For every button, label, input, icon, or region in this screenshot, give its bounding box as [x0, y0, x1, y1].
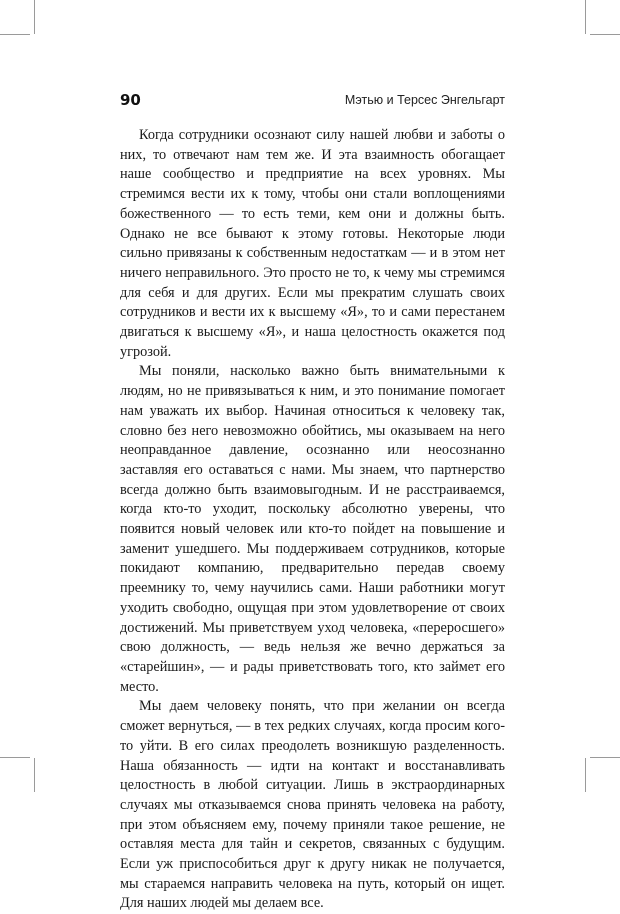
paragraph: Когда сотрудники осознают силу нашей любви и заботы о них, то отвечают нам тем же. И эта взаимность обогащает наше сообщество и предприятие на всех уровнях. Мы стремимся вести их к тому, чтобы они стали воплощениями божественного — то есть теми, кем они и должны быть. Однако не все бывают к этому готовы. Некоторые люди сильно привязаны к собственным недостаткам — и в этом нет ничего неправильного. Это просто не то, к чему мы стремимся для себя и для других. Если мы прекратим слушать своих сотрудников и вести их к высшему «Я», то и сами перестанем двигаться к высшему «Я», и наша целостность окажется под угрозой.	[120, 127, 505, 360]
crop-mark	[590, 34, 620, 35]
crop-mark	[0, 757, 30, 758]
paragraph: Мы поняли, насколько важно быть внимательными к людям, но не привязываться к ним, и это понимание помогает нам уважать их выбор. Начиная относиться к человеку так, словно без него невозможно обойтись, мы оказываем на него неоправданное давление, осознанно или неосознанно заставляя его оставаться с нами. Мы знаем, что партнерство всегда должно быть взаимовыгодным. И не расстраиваемся, когда кто-то уходит, поскольку абсолютно уверены, что появится новый человек или кто-то пойдет на повышение и заменит ушедшего. Мы поддерживаем сотрудников, которые покидают компанию, предварительно передав своему преемнику то, чему научились сами. Наши работники могут уходить свободно, ощущая при этом удовлетворение от своих достижений. Мы приветствуем уход человека, «переросшего» свою должность, — ведь нельзя же вечно держаться за «старейшин», — и рады приветствовать того, кто займет его место.	[120, 363, 505, 695]
crop-mark	[590, 757, 620, 758]
crop-mark	[585, 0, 586, 34]
crop-mark	[0, 34, 30, 35]
page-number: 90	[120, 91, 141, 109]
body-text	[120, 126, 505, 914]
page-header	[120, 90, 505, 114]
crop-mark	[34, 0, 35, 34]
crop-mark	[585, 758, 586, 792]
running-head: Мэтью и Терсес Энгельгарт	[344, 93, 505, 107]
paragraph: Мы даем человеку понять, что при желании он всегда сможет вернуться, — в тех редких случаях, когда просим кого-то уйти. В его силах преодолеть возникшую разделенность. Наша обязанность — идти на контакт и восстанавливать целостность в любой ситуации. Лишь в экстраординарных случаях мы отказываемся снова принять человека на работу, при этом объясняем ему, почему приняли такое решение, не оставляя места для тайн и секретов, связанных с будущим. Если уж приспособиться друг к другу никак не получается, мы стараемся направить человека на путь, который он ищет. Для наших людей мы делаем все.	[120, 698, 505, 912]
crop-mark	[34, 758, 35, 792]
